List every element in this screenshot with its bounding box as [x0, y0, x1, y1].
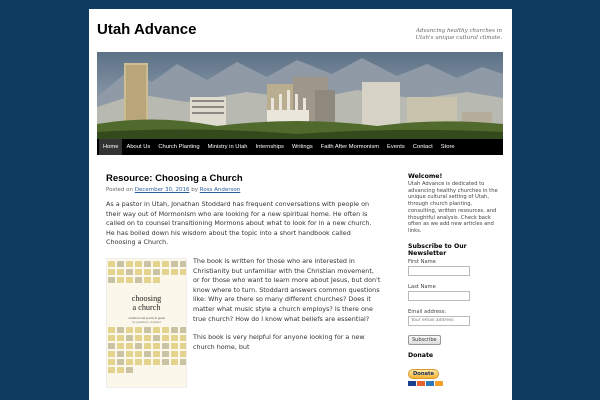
- payment-cards: [408, 381, 502, 386]
- post-body: [106, 200, 382, 352]
- nav-item-about-us[interactable]: About Us: [126, 144, 151, 150]
- book-cover-pattern-bottom: [108, 327, 187, 373]
- post-meta-posted-on: Posted on: [106, 187, 133, 193]
- subscribe-button[interactable]: Subscribe: [408, 335, 441, 345]
- book-cover-title-line-1: choosing: [131, 293, 162, 303]
- nav-item-home[interactable]: Home: [99, 139, 122, 155]
- nav-item-store[interactable]: Store: [440, 144, 455, 150]
- first-name-label: First Name: [408, 258, 436, 265]
- post-date-link[interactable]: December 30, 2016: [134, 187, 190, 193]
- book-cover-title: [107, 294, 186, 312]
- visa-icon: [408, 381, 416, 386]
- site-description: Advancing healthy churches in Utah's unique cultural climate.: [415, 28, 502, 41]
- main-navigation: [97, 139, 503, 155]
- post-author-link[interactable]: Ross Anderson: [199, 187, 241, 193]
- post-title[interactable]: Resource: Choosing a Church: [106, 173, 243, 184]
- nav-item-church-planting[interactable]: Church Planting: [158, 144, 200, 150]
- mastercard-icon: [417, 381, 425, 386]
- book-cover-title-line-2: a church: [132, 302, 161, 312]
- widget-newsletter: [408, 243, 502, 345]
- nav-item-contact[interactable]: Contact: [412, 144, 433, 150]
- email-field[interactable]: [408, 316, 470, 326]
- page-wrapper: [89, 9, 512, 400]
- first-name-field[interactable]: [408, 266, 470, 276]
- widget-welcome-text: Utah Advance is dedicated to advancing healthy churches in the unique cultural setting of Utah, through church planting, consulting, written resources, and thoughtful analysis. Check back often as we add new articles and links.: [408, 181, 498, 234]
- widget-welcome-heading: Welcome!: [408, 173, 443, 180]
- widget-newsletter-heading: Subscribe to Our Newsletter: [408, 242, 467, 257]
- post-meta-by: by: [191, 187, 198, 193]
- nav-item-events[interactable]: Events: [387, 144, 405, 150]
- nav-item-writings[interactable]: Writings: [291, 144, 313, 150]
- discover-icon: [435, 381, 443, 386]
- amex-icon: [426, 381, 434, 386]
- paragraph-2-text: The book is written for those who are interested in Christianity but unfamiliar with the Christian movement, or for those who want to learn more about Jesus, but don't know where to turn. Stoddard answers common questions like: Why are there so many different churches? Does it matter what music style a church employs? Is there one true church? How do I know what beliefs are essential?: [193, 256, 381, 323]
- donate-button[interactable]: Donate: [408, 369, 439, 379]
- paragraph-1-text: As a pastor in Utah, Jonathan Stoddard has frequent conversations with people on their way out of Mormonism who are looking for a new spiritual home. He often is called on to counsel transitioning Mormons about what to look for in a new church. He has boiled down his wisdom about the topic into a short handbook called Choosing a Church.: [106, 200, 372, 247]
- post-meta: [106, 187, 382, 193]
- nav-item-internships[interactable]: Internships: [255, 144, 284, 150]
- widget-donate: [408, 352, 502, 386]
- book-cover-subtitle: a biblical and practical guide: [128, 315, 165, 320]
- header-image-salt-lake-skyline: [97, 52, 503, 139]
- sidebar: [408, 173, 502, 386]
- nav-item-ministry-in-utah[interactable]: Ministry in Utah: [207, 144, 248, 150]
- email-label: Email address:: [408, 308, 447, 315]
- post-paragraph-1: [106, 200, 382, 248]
- book-cover-author: by jonathan k. stoddard: [132, 319, 161, 324]
- nav-item-faith-after-mormonism[interactable]: Faith After Mormonism: [320, 144, 380, 150]
- last-name-field[interactable]: [408, 291, 470, 301]
- last-name-label: Last Name: [408, 283, 436, 290]
- skyline-illustration: [97, 52, 503, 139]
- book-cover-image[interactable]: [106, 258, 187, 388]
- site-title[interactable]: Utah Advance: [97, 21, 197, 38]
- widget-donate-heading: Donate: [408, 351, 434, 359]
- widget-welcome: [408, 173, 502, 235]
- paragraph-3-text: This book is very helpful for anyone looking for a new church home, but: [193, 333, 365, 351]
- post-content-area: [106, 173, 382, 391]
- book-cover-pattern-top: [108, 261, 187, 283]
